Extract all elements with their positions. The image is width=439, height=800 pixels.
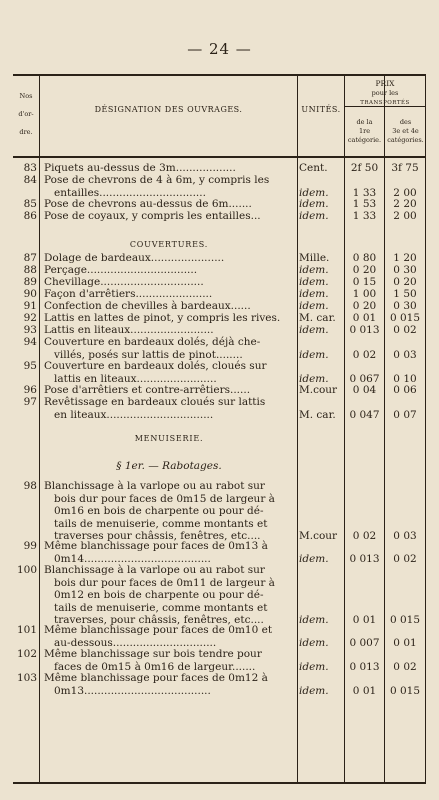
row-unit: M. car.: [299, 312, 336, 324]
row-number: 87: [23, 252, 37, 264]
row-price-cat2: 0 015: [389, 684, 421, 697]
row-price-cat2: 0 03: [393, 530, 417, 542]
row-unit: M.cour: [299, 384, 338, 396]
description-line: lattis en liteaux........................: [54, 372, 217, 385]
row-unit: idem.: [299, 300, 329, 312]
row-price-cat2: 0 07: [393, 408, 417, 421]
description-line: Pose de chevrons de 4 à 6m, y compris les: [44, 174, 270, 186]
description-line: 0m12 en bois de charpente ou pour dé-: [54, 589, 264, 601]
description-line: Façon d'arrêtiers.......................: [44, 288, 213, 300]
row-unit: Mille.: [299, 252, 330, 264]
description-line: Blanchissage à la varlope ou au rabot sur: [44, 480, 265, 492]
row-price-cat1: 0 013: [349, 552, 380, 565]
row-unit: Cent.: [299, 162, 328, 174]
col-rule: [425, 76, 426, 782]
row-price-cat2: 1 50: [393, 288, 417, 300]
row-price-cat1: 0 047: [349, 408, 380, 421]
row-description: [44, 648, 294, 673]
row-number: 93: [23, 324, 37, 336]
row-description: [44, 480, 294, 543]
row-price-cat2: 0 06: [393, 384, 417, 396]
description-line: 0m16 en bois de charpente ou pour dé-: [54, 505, 264, 517]
row-number: 101: [16, 624, 37, 636]
description-line: Dolage de bardeaux......................: [44, 252, 225, 264]
row-unit: idem.: [299, 276, 329, 288]
row-description: [44, 324, 294, 337]
row-description: [44, 288, 294, 301]
row-unit: M. car.: [299, 408, 336, 421]
col-rule: [344, 76, 345, 782]
description-line: Même blanchissage pour faces de 0m13 à: [44, 540, 268, 552]
row-description: [44, 396, 294, 421]
description-line: Lattis en lattes de pinot, y compris les rives.: [44, 312, 281, 324]
row-number: 84: [23, 174, 37, 186]
row-price-cat1: 0 04: [352, 384, 377, 396]
row-number: 95: [23, 360, 37, 372]
header-rule: [13, 156, 426, 158]
row-description: [44, 336, 294, 361]
row-description: [44, 672, 294, 697]
row-unit: idem.: [299, 186, 329, 199]
row-unit: idem.: [299, 348, 329, 361]
row-number: 96: [23, 384, 37, 396]
price-table: [13, 74, 426, 784]
row-description: [44, 360, 294, 385]
header-prix: PRIX pour les TRANSPORTÉS: [360, 79, 410, 106]
row-price-cat1: 0 01: [352, 312, 377, 324]
description-line: tails de menuiserie, comme montants et: [54, 517, 268, 530]
row-unit: idem.: [299, 636, 329, 649]
row-unit: idem.: [299, 264, 329, 276]
section-menuiserie: MENUISERIE.: [134, 434, 204, 443]
row-price-cat1: 1 33: [352, 210, 377, 222]
row-number: 92: [23, 312, 37, 324]
description-line: villés, posés sur lattis de pinot........: [54, 348, 243, 361]
row-price-cat1: 1 00: [352, 288, 377, 300]
row-price-cat1: 0 007: [349, 636, 380, 649]
description-line: Confection de chevilles à bardeaux......: [44, 300, 251, 312]
row-price-cat1: 0 02: [352, 348, 377, 361]
row-price-cat1: 0 013: [349, 324, 380, 336]
row-description: [44, 174, 294, 199]
section-couvertures: COUVERTURES.: [129, 240, 209, 249]
description-line: Perçage.................................: [44, 264, 198, 276]
row-price-cat2: 0 30: [393, 264, 417, 276]
subsection-rabotages: § 1er. — Rabotages.: [116, 460, 222, 472]
header-cat1: de la 1re catégorie.: [347, 118, 382, 144]
description-line: bois dur pour faces de 0m11 de largeur à: [54, 576, 275, 589]
description-line: Blanchissage à la varlope ou au rabot sur: [44, 564, 265, 576]
row-description: [44, 210, 294, 223]
row-description: [44, 252, 294, 265]
row-number: 90: [23, 288, 37, 300]
row-price-cat2: 0 02: [393, 552, 417, 565]
col-rule: [297, 76, 298, 782]
row-number: 102: [16, 648, 37, 660]
row-price-cat2: 0 015: [389, 312, 421, 324]
row-price-cat2: 0 30: [393, 300, 417, 312]
description-line: Même blanchissage pour faces de 0m12 à: [44, 672, 268, 684]
row-description: [44, 564, 294, 627]
row-price-cat2: 2 00: [393, 186, 417, 199]
row-price-cat2: 0 10: [393, 372, 417, 385]
row-description: [44, 276, 294, 289]
row-price-cat2: 0 02: [393, 660, 417, 673]
row-price-cat1: 0 20: [352, 300, 377, 312]
row-description: [44, 312, 294, 325]
row-number: 97: [23, 396, 37, 408]
description-line: traverses, pour châssis, fenêtres, etc....: [54, 614, 264, 626]
description-line: Pose d'arrêtiers et contre-arrêtiers......: [44, 384, 251, 396]
row-price-cat1: 0 15: [352, 276, 377, 288]
row-unit: idem.: [299, 324, 329, 336]
row-number: 98: [23, 480, 37, 492]
description-line: 0m14......................................: [54, 552, 211, 565]
row-price-cat1: 0 20: [352, 264, 377, 276]
row-unit: M.cour: [299, 530, 338, 542]
row-number: 103: [16, 672, 37, 684]
row-price-cat1: 0 80: [352, 252, 377, 264]
row-description: [44, 264, 294, 277]
row-description: [44, 300, 294, 313]
description-line: Pose de coyaux, y compris les entailles...: [44, 210, 261, 222]
col-rule: [39, 76, 40, 782]
row-price-cat1: 0 01: [352, 614, 377, 626]
row-number: 85: [23, 198, 37, 210]
header-units: UNITÉS.: [301, 105, 341, 114]
header-cat2: des 3e et 4e catégories.: [387, 118, 424, 144]
description-line: au-dessous...............................: [54, 636, 217, 649]
row-price-cat2: 1 20: [393, 252, 417, 264]
row-unit: idem.: [299, 198, 329, 210]
description-line: Même blanchissage pour faces de 0m10 et: [44, 624, 273, 636]
row-description: [44, 198, 294, 211]
page-number: — 24 —: [187, 40, 252, 58]
row-price-cat1: 1 33: [352, 186, 377, 199]
description-line: Couverture en bardeaux dolés, cloués sur: [44, 360, 267, 372]
row-unit: idem.: [299, 614, 329, 626]
row-number: 88: [23, 264, 37, 276]
row-number: 94: [23, 336, 37, 348]
description-line: traverses pour châssis, fenêtres, etc....: [54, 530, 261, 542]
description-line: bois dur pour faces de 0m15 de largeur à: [54, 492, 275, 505]
row-price-cat2: 0 20: [393, 276, 417, 288]
row-description: [44, 384, 294, 397]
description-line: Couverture en bardeaux dolés, déjà che-: [44, 336, 261, 348]
header-designation: DÉSIGNATION DES OUVRAGES.: [94, 105, 243, 114]
description-line: entailles................................: [54, 186, 206, 199]
row-number: 91: [23, 300, 37, 312]
row-price-cat2: 0 01: [393, 636, 417, 649]
row-unit: idem.: [299, 372, 329, 385]
row-unit: idem.: [299, 660, 329, 673]
header-num: Nos d'or- dre.: [18, 92, 34, 136]
description-line: Lattis en liteaux.........................: [44, 324, 214, 336]
row-description: [44, 162, 294, 175]
description-line: Revêtissage en bardeaux cloués sur lattis: [44, 396, 266, 408]
description-line: Pose de chevrons au-dessus de 6m.......: [44, 198, 252, 210]
description-line: en liteaux................................: [54, 408, 214, 421]
row-price-cat2: 2 20: [393, 198, 417, 210]
description-line: faces de 0m15 à 0m16 de largeur.......: [54, 660, 256, 673]
row-price-cat2: 0 015: [389, 614, 421, 626]
row-price-cat1: 0 01: [352, 684, 377, 697]
row-unit: idem.: [299, 684, 329, 697]
description-line: 0m13......................................: [54, 684, 211, 697]
row-number: 86: [23, 210, 37, 222]
row-price-cat1: 1 53: [352, 198, 377, 210]
row-unit: idem.: [299, 288, 329, 300]
row-description: [44, 540, 294, 565]
row-price-cat1: 0 013: [349, 660, 380, 673]
row-number: 89: [23, 276, 37, 288]
row-price-cat1: 0 02: [352, 530, 377, 542]
row-price-cat2: 0 03: [393, 348, 417, 361]
row-price-cat1: 0 067: [349, 372, 380, 385]
row-unit: idem.: [299, 552, 329, 565]
row-unit: idem.: [299, 210, 329, 222]
description-line: Piquets au-dessus de 3m..................: [44, 162, 236, 174]
row-description: [44, 624, 294, 649]
row-price-cat2: 0 02: [393, 324, 417, 336]
col-rule: [384, 76, 385, 782]
description-line: tails de menuiserie, comme montants et: [54, 601, 268, 614]
row-price-cat2: 3f 75: [391, 162, 419, 174]
row-price-cat2: 2 00: [393, 210, 417, 222]
row-number: 100: [16, 564, 37, 576]
row-number: 83: [23, 162, 37, 174]
row-price-cat1: 2f 50: [350, 162, 379, 174]
description-line: Même blanchissage sur bois tendre pour: [44, 648, 262, 660]
description-line: Chevillage...............................: [44, 276, 204, 288]
row-number: 99: [23, 540, 37, 552]
